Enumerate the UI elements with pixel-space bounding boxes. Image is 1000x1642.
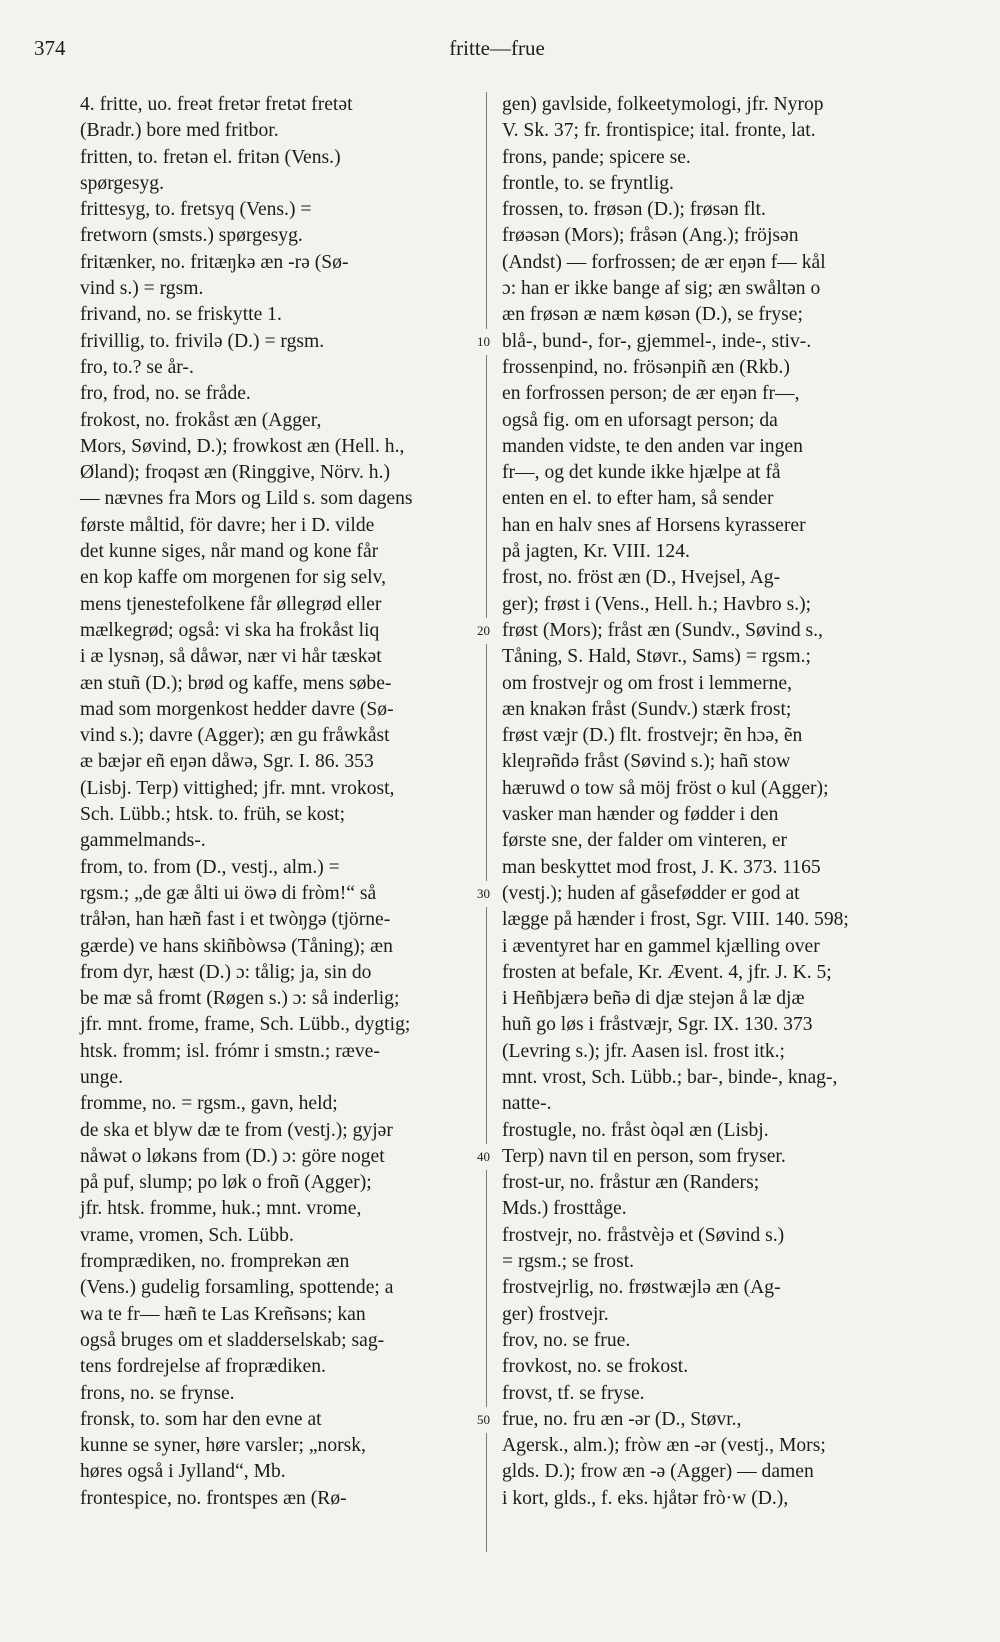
text-line: i æ lysnəŋ, så dåwər, nær vi hår tæskət <box>80 646 382 668</box>
text-line: (vestj.); huden af gåsefødder er god at <box>502 882 800 904</box>
text-line: mad som morgenkost hedder davre (Sø- <box>80 698 394 720</box>
text-line: de ska et blyw dæ te from (vestj.); gyjər <box>80 1119 393 1141</box>
text-line: gærde) ve hans skiñbòwsə (Tåning); æn <box>80 935 393 957</box>
text-line: 4. fritte, uo. freət fretər fretət fretət <box>80 94 353 115</box>
text-line: fro, to.? se år-. <box>80 356 194 378</box>
line-number: 10 <box>476 329 491 355</box>
text-line: nåwət o løkəns from (D.) ɔ: göre noget <box>80 1145 385 1167</box>
text-line: huñ go løs i fråstvæjr, Sgr. IX. 130. 373 <box>502 1014 813 1036</box>
text-line: fritænker, no. fritæŋkə æn -rə (Sø- <box>80 251 349 273</box>
column-divider <box>486 92 487 1552</box>
page-number: 374 <box>34 36 66 60</box>
text-line: æn frøsən æ næm køsən (D.), se fryse; <box>502 304 803 326</box>
text-line: i kort, glds., f. eks. hjåtər frò·w (D.), <box>502 1487 789 1509</box>
text-line: fromme, no. = rgsm., gavn, held; <box>80 1093 338 1115</box>
text-line: tråŀən, han hæñ fast i et twòŋgə (tjörne- <box>80 909 391 931</box>
text-line: (Lisbj. Terp) vittighed; jfr. mnt. vrokost, <box>80 777 395 799</box>
text-line: frov, no. se frue. <box>502 1329 631 1351</box>
text-line: frosten at befale, Kr. Ævent. 4, jfr. J. K. 5; <box>502 961 832 983</box>
text-line: rgsm.; „de gæ ålti ui öwə di fròm!“ så <box>80 882 377 904</box>
text-line: frossenpind, no. frösənpiñ æn (Rkb.) <box>502 356 790 378</box>
text-line: lægge på hænder i frost, Sgr. VIII. 140. 598; <box>502 909 849 931</box>
page-header <box>34 36 960 70</box>
text-line: frostugle, no. fråst òqəl æn (Lisbj. <box>502 1119 769 1141</box>
text-line: — nævnes fra Mors og Lild s. som dagens <box>80 488 413 510</box>
text-line: fromprædiken, no. fromprekən æn <box>80 1251 350 1273</box>
text-line: frost, no. fröst æn (D., Hvejsel, Ag- <box>502 567 781 589</box>
text-line: man beskyttet mod frost, J. K. 373. 1165 <box>502 856 821 878</box>
text-line: Terp) navn til en person, som fryser. <box>502 1145 786 1167</box>
text-line: mnt. vrost, Sch. Lübb.; bar-, binde-, knag-, <box>502 1066 838 1088</box>
text-line: hæruwd o tow så möj fröst o kul (Agger); <box>502 777 829 799</box>
text-line: Sch. Lübb.; htsk. to. früh, se kost; <box>80 804 346 826</box>
text-line: gen) gavlside, folkeetymologi, jfr. Nyrop <box>502 94 824 115</box>
text-line: æ bæjər eñ eŋən dåwə, Sgr. I. 86. 353 <box>80 751 374 773</box>
text-line: ɔ: han er ikke bange af sig; æn swåltən o <box>502 278 821 300</box>
text-line: V. Sk. 37; fr. frontispice; ital. fronte, lat. <box>502 120 816 142</box>
text-line: frue, no. fru æn -ər (D., Støvr., <box>502 1408 742 1430</box>
text-line: kunne se syner, høre varsler; „norsk, <box>80 1435 366 1457</box>
text-line: fronsk, to. som har den evne at <box>80 1408 322 1430</box>
text-line: frontle, to. se fryntlig. <box>502 172 674 194</box>
text-line: jfr. mnt. frome, frame, Sch. Lübb., dygtig; <box>80 1014 411 1036</box>
text-line: æn knakən fråst (Sundv.) stærk frost; <box>502 698 792 720</box>
line-number: 30 <box>476 881 491 907</box>
text-line: mælkegrød; også: vi ska ha frokåst liq <box>80 619 380 641</box>
text-line: frovkost, no. se frokost. <box>502 1356 689 1378</box>
text-line: på puf, slump; po løk o froñ (Agger); <box>80 1172 372 1194</box>
text-line: enten en el. to efter ham, så sender <box>502 488 774 510</box>
text-line: Tåning, S. Hald, Støvr., Sams) = rgsm.; <box>502 646 811 668</box>
text-line: frons, pande; spicere se. <box>502 146 691 168</box>
text-line: manden vidste, te den anden var ingen <box>502 435 803 457</box>
text-line: (Bradr.) bore med fritbor. <box>80 120 279 142</box>
text-line: i æventyret har en gammel kjælling over <box>502 935 820 957</box>
text-line: unge. <box>80 1066 123 1088</box>
text-line: jfr. htsk. fromme, huk.; mnt. vrome, <box>80 1198 362 1220</box>
running-head: fritte—frue <box>449 36 545 60</box>
text-line: frovst, tf. se fryse. <box>502 1382 645 1404</box>
text-line: frost-ur, no. fråstur æn (Randers; <box>502 1172 760 1194</box>
text-line: fr—, og det kunde ikke hjælpe at få <box>502 462 781 484</box>
text-line: på jagten, Kr. VIII. 124. <box>502 541 690 563</box>
text-line: frivand, no. se friskytte 1. <box>80 304 282 326</box>
text-line: ger); frøst i (Vens., Hell. h.; Havbro s.); <box>502 593 812 615</box>
text-line: (Andst) — forfrossen; de ær eŋən f— kål <box>502 251 826 273</box>
text-line: vrame, vromen, Sch. Lübb. <box>80 1224 294 1246</box>
text-line: i Heñbjærə beñə di djæ stejən å læ djæ <box>502 988 805 1010</box>
text-line: frostvejr, no. fråstvèjə et (Søvind s.) <box>502 1224 785 1246</box>
text-line: frøst (Mors); fråst æn (Sundv., Søvind s., <box>502 619 823 641</box>
text-line: vind s.) = rgsm. <box>80 278 204 300</box>
text-line: from dyr, hæst (D.) ɔ: tålig; ja, sin do <box>80 961 372 983</box>
text-line: frostvejrlig, no. frøstwæjlə æn (Ag- <box>502 1277 781 1299</box>
text-line: frittesyg, to. fretsyq (Vens.) = <box>80 199 312 221</box>
text-line: frontespice, no. frontspes æn (Rø- <box>80 1487 347 1509</box>
text-line: første måltid, för davre; her i D. vilde <box>80 514 375 536</box>
right-column <box>502 92 898 1512</box>
text-line: Agersk., alm.); fròw æn -ər (vestj., Mors; <box>502 1435 826 1457</box>
text-line: blå-, bund-, for-, gjemmel-, inde-, stiv-. <box>502 330 812 352</box>
left-column <box>80 92 476 1512</box>
text-line: kleŋrəñdə fråst (Søvind s.); hañ stow <box>502 751 791 773</box>
text-line: vind s.); davre (Agger); æn gu fråwkåst <box>80 725 390 747</box>
text-line: frøəsən (Mors); fråsən (Ang.); fröjsən <box>502 225 799 247</box>
text-line: frokost, no. frokåst æn (Agger, <box>80 409 322 431</box>
text-line: en forfrossen person; de ær eŋən fr—, <box>502 383 800 405</box>
text-line: spørgesyg. <box>80 172 165 194</box>
text-line: frøst væjr (D.) flt. frostvejr; ẽn hɔə, ẽn <box>502 725 803 747</box>
text-line: from, to. from (D., vestj., alm.) = <box>80 856 340 878</box>
text-line: natte-. <box>502 1093 552 1115</box>
text-line: vasker man hænder og fødder i den <box>502 804 779 826</box>
text-line: det kunne siges, når mand og kone får <box>80 541 379 563</box>
text-line: mens tjenestefolkene får øllegrød eller <box>80 593 382 615</box>
text-line: fretworn (smsts.) spørgesyg. <box>80 225 303 247</box>
text-line: om frostvejr og om frost i lemmerne, <box>502 672 793 694</box>
text-line: (Levring s.); jfr. Aasen isl. frost itk.; <box>502 1040 785 1062</box>
text-line: glds. D.); frow æn -ə (Agger) — damen <box>502 1461 814 1483</box>
text-line: Mds.) frosttåge. <box>502 1198 627 1220</box>
text-line: (Vens.) gudelig forsamling, spottende; a <box>80 1277 394 1299</box>
text-line: fritten, to. fretən el. fritən (Vens.) <box>80 146 341 168</box>
line-number: 40 <box>476 1144 491 1170</box>
text-line: han en halv snes af Horsens kyrasserer <box>502 514 806 536</box>
text-line: en kop kaffe om morgenen for sig selv, <box>80 567 386 589</box>
text-line: høres også i Jylland“, Mb. <box>80 1461 286 1483</box>
line-number: 50 <box>476 1407 491 1433</box>
text-line: htsk. fromm; isl. frómr i smstn.; ræve- <box>80 1040 380 1062</box>
text-line: Mors, Søvind, D.); frowkost æn (Hell. h., <box>80 435 405 457</box>
text-line: wa te fr— hæñ te Las Kreñsəns; kan <box>80 1303 366 1325</box>
text-line: ger) frostvejr. <box>502 1303 609 1325</box>
line-number: 20 <box>476 618 491 644</box>
text-line: = rgsm.; se frost. <box>502 1251 635 1273</box>
text-line: gammelmands-. <box>80 830 206 852</box>
text-line: tens fordrejelse af froprædiken. <box>80 1356 326 1378</box>
text-line: Øland); froqəst æn (Ringgive, Nörv. h.) <box>80 462 390 484</box>
text-line: første sne, der falder om vinteren, er <box>502 830 788 852</box>
text-line: æn stuñ (D.); brød og kaffe, mens søbe- <box>80 672 392 694</box>
text-line: frossen, to. frøsən (D.); frøsən flt. <box>502 199 766 221</box>
text-line: også bruges om et sladderselskab; sag- <box>80 1329 385 1351</box>
text-line: også fig. om en uforsagt person; da <box>502 409 778 431</box>
text-line: be mæ så fromt (Røgen s.) ɔ: så inderlig; <box>80 988 400 1010</box>
text-line: frons, no. se frynse. <box>80 1382 235 1404</box>
text-line: frivillig, to. frivilə (D.) = rgsm. <box>80 330 325 352</box>
text-line: fro, frod, no. se fråde. <box>80 383 251 405</box>
